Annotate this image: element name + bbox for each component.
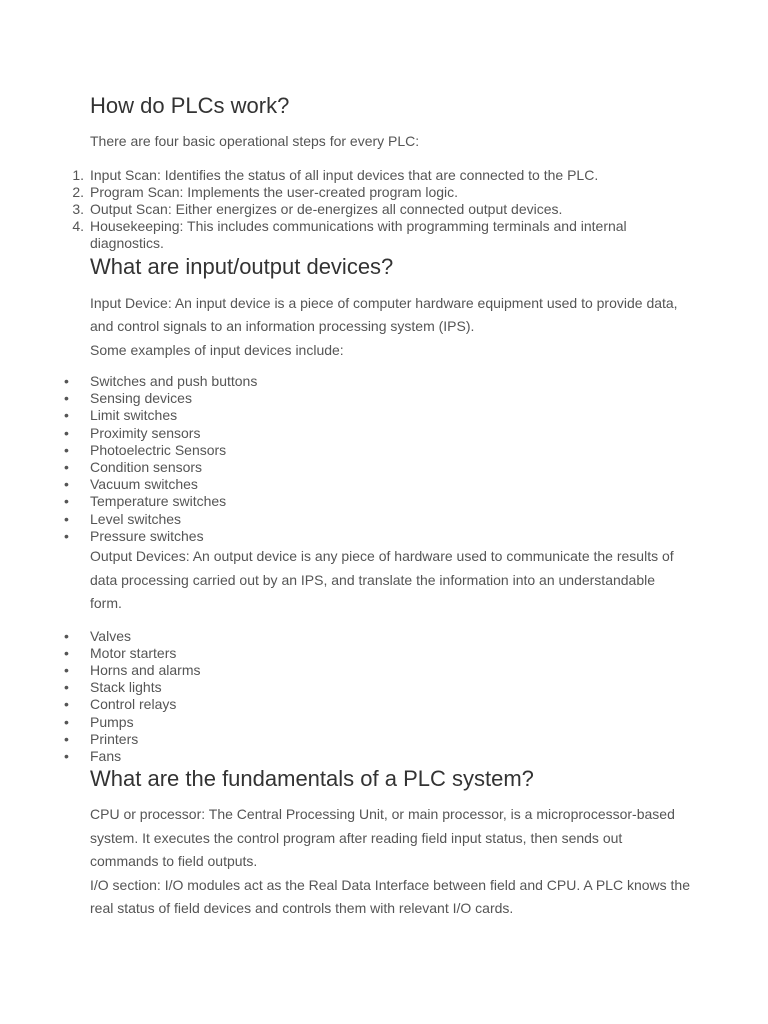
list-item-text: Valves <box>90 627 131 644</box>
list-item-text: Fans <box>90 747 122 764</box>
bullet-icon: • <box>64 696 69 713</box>
list-item <box>64 713 690 731</box>
list-item <box>64 390 690 407</box>
heading-how-plcs-work: How do PLCs work? <box>90 93 290 118</box>
list-item <box>64 679 690 696</box>
list-number: 4. <box>72 218 84 235</box>
bullet-icon: • <box>64 747 69 764</box>
plc-steps-list <box>72 166 690 253</box>
bullet-icon: • <box>64 510 69 527</box>
list-item <box>64 696 690 713</box>
fundamentals-paragraph <box>90 803 690 921</box>
list-item <box>64 510 690 528</box>
bullet-icon: • <box>64 373 69 390</box>
list-item <box>64 730 690 748</box>
bullet-icon: • <box>64 730 69 747</box>
list-item-text: Level switches <box>90 510 182 527</box>
list-item-text: Pressure switches <box>90 527 204 544</box>
bullet-icon: • <box>64 390 69 407</box>
bullet-icon: • <box>64 476 69 493</box>
heading-plc-fundamentals: What are the fundamentals of a PLC system? <box>90 766 534 792</box>
bullet-icon: • <box>64 424 69 441</box>
list-item <box>64 424 690 442</box>
heading-io-devices: What are input/output devices? <box>90 253 394 279</box>
list-item <box>72 218 690 252</box>
list-item <box>72 200 690 218</box>
list-item <box>64 459 690 476</box>
input-device-text: Input Device: An input device is a piece of computer hardware equipment used to provide data, and control signals to an information processing system (IPS). <box>90 294 678 335</box>
list-item-text: Stack lights <box>90 679 162 696</box>
list-item-text: Motor starters <box>90 644 177 661</box>
list-item <box>64 627 690 645</box>
cpu-paragraph-text: CPU or processor: The Central Processing Unit, or main processor, is a microprocessor-based system. It executes the control program after reading field input status, then sends out commands to field outputs. <box>90 806 675 870</box>
list-item <box>64 527 690 545</box>
list-item-text: Condition sensors <box>90 459 203 476</box>
output-device-paragraph: Output Devices: An output device is any piece of hardware used to communicate the results of data processing carried out by an IPS, and translate the information into an understandable form. <box>90 548 674 612</box>
list-number: 3. <box>72 200 84 217</box>
bullet-icon: • <box>64 713 69 730</box>
list-item <box>64 661 690 679</box>
list-item <box>64 747 690 765</box>
bullet-icon: • <box>64 527 69 544</box>
list-item <box>64 441 690 459</box>
bullet-icon: • <box>64 627 69 644</box>
list-item-text: Pumps <box>90 713 134 730</box>
list-item-text: Input Scan: Identifies the status of all input devices that are connected to the PLC. <box>90 166 599 183</box>
list-item-text: Photoelectric Sensors <box>90 441 227 458</box>
list-item <box>64 407 690 424</box>
document-content <box>64 92 690 921</box>
list-item-text: Housekeeping: This includes communications with programming terminals and internal diagnostics. <box>90 218 627 252</box>
bullet-icon: • <box>64 493 69 510</box>
list-item-text: Sensing devices <box>90 390 192 407</box>
intro-paragraph: There are four basic operational steps for every PLC: <box>90 133 420 149</box>
list-item-text: Vacuum switches <box>90 476 198 493</box>
list-item-text: Horns and alarms <box>90 661 201 678</box>
list-item-text: Output Scan: Either energizes or de-energizes all connected output devices. <box>90 200 563 217</box>
list-item <box>72 166 690 184</box>
list-item-text: Program Scan: Implements the user-created program logic. <box>90 183 459 200</box>
input-examples-intro: Some examples of input devices include: <box>90 341 344 358</box>
input-device-paragraph <box>90 292 690 363</box>
list-item-text: Switches and push buttons <box>90 373 258 390</box>
list-item <box>64 373 690 390</box>
list-item-text: Control relays <box>90 696 177 713</box>
bullet-icon: • <box>64 407 69 424</box>
list-item-text: Limit switches <box>90 407 178 424</box>
list-number: 2. <box>72 183 84 200</box>
list-number: 1. <box>72 166 84 183</box>
io-paragraph-text: I/O section: I/O modules act as the Real Data Interface between field and CPU. A PLC knows the real status of field devices and controls them with relevant I/O cards. <box>90 876 690 917</box>
bullet-icon: • <box>64 441 69 458</box>
bullet-icon: • <box>64 679 69 696</box>
bullet-icon: • <box>64 459 69 476</box>
bullet-icon: • <box>64 644 69 661</box>
list-item-text: Proximity sensors <box>90 424 201 441</box>
list-item <box>72 183 690 201</box>
list-item <box>64 644 690 662</box>
list-item-text: Printers <box>90 730 139 747</box>
output-devices-list <box>64 627 690 766</box>
list-item <box>64 493 690 510</box>
list-item <box>64 476 690 493</box>
bullet-icon: • <box>64 661 69 678</box>
list-item-text: Temperature switches <box>90 493 227 510</box>
input-devices-list <box>64 373 690 545</box>
